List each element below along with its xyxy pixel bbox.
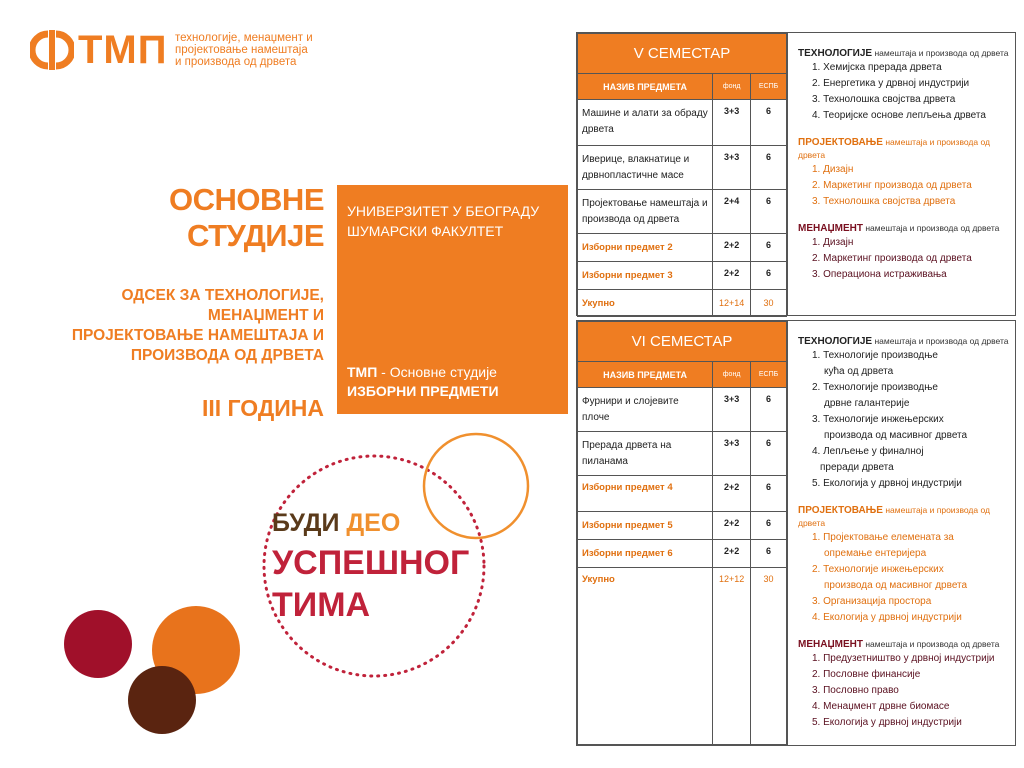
group-subheading: намештаја и производа од дрвета bbox=[798, 505, 990, 528]
group-heading: ТЕХНОЛОГИЈЕ bbox=[798, 336, 873, 347]
list-item: 3. Технолошка својства дрвета bbox=[812, 94, 956, 105]
list-item: 3. Технолошка својства дрвета bbox=[812, 196, 956, 207]
list-item: преради дрвета bbox=[820, 462, 894, 473]
elective-group-technology bbox=[798, 47, 1011, 124]
slogan-word: ДЕО bbox=[346, 509, 401, 537]
group-heading: МЕНАЏМЕНТ bbox=[798, 639, 863, 650]
page-title-line: СТУДИЈЕ bbox=[186, 218, 324, 253]
semester-6-panel bbox=[576, 320, 1016, 746]
course-espb: 6 bbox=[751, 540, 787, 568]
elective-name: Изборни предмет 2 bbox=[578, 234, 713, 262]
logo-tagline-line: и производа од дрвета bbox=[175, 56, 297, 68]
list-item: 1. Технологије производње bbox=[812, 350, 938, 361]
faculty-line: ШУМАРСКИ ФАКУЛТЕТ bbox=[347, 223, 504, 239]
course-espb: 6 bbox=[751, 190, 787, 234]
list-item: куħа од дрвета bbox=[824, 366, 894, 377]
course-name: Машине и алати за обраду дрвета bbox=[578, 100, 713, 146]
list-item: 2. Пословне финансије bbox=[812, 669, 921, 680]
table-row bbox=[578, 476, 787, 512]
list-item: 1. Дизајн bbox=[812, 237, 854, 248]
table-row bbox=[578, 100, 787, 146]
column-header-espb: ЕСПБ bbox=[751, 74, 787, 100]
logo-mark-icon bbox=[30, 28, 74, 72]
course-fond: 2+2 bbox=[713, 234, 751, 262]
course-name: Иверице, влакнатице и дрвнопластичне масе bbox=[578, 146, 713, 190]
list-item: 1. Пројектовање елемената за bbox=[812, 532, 954, 543]
table-row bbox=[578, 146, 787, 190]
elective-name: Изборни предмет 5 bbox=[578, 512, 713, 540]
list-item: 2. Маркетинг производа од дрвета bbox=[812, 180, 972, 191]
course-name: Пројектовање намештаја и производа од дрвета bbox=[578, 190, 713, 234]
total-label: Укупно bbox=[578, 290, 713, 317]
table-row bbox=[578, 540, 787, 568]
elective-options bbox=[787, 33, 1015, 315]
total-fond: 12+14 bbox=[713, 290, 751, 317]
column-header-name: НАЗИВ ПРЕДМЕТА bbox=[578, 74, 713, 100]
list-item: 1. Дизајн bbox=[812, 164, 854, 175]
course-espb: 6 bbox=[751, 100, 787, 146]
course-espb: 6 bbox=[751, 146, 787, 190]
list-item: 5. Екологија у дрвној индустрији bbox=[812, 717, 962, 728]
table-row bbox=[578, 432, 787, 476]
table-row bbox=[578, 234, 787, 262]
list-item: 2. Технологије производње bbox=[812, 382, 938, 393]
group-heading: ПРОЈЕКТОВАЊЕ bbox=[798, 505, 883, 516]
group-heading: ПРОЈЕКТОВАЊЕ bbox=[798, 137, 883, 148]
total-row bbox=[578, 568, 787, 745]
department-title bbox=[34, 286, 324, 366]
semester-title: V СЕМЕСТАР bbox=[578, 34, 787, 74]
course-fond: 3+3 bbox=[713, 146, 751, 190]
program-abbrev: ТМП bbox=[347, 364, 378, 380]
group-heading: МЕНАЏМЕНТ bbox=[798, 223, 863, 234]
list-item: 2. Технологије инжењерских bbox=[812, 564, 944, 575]
course-fond: 3+3 bbox=[713, 388, 751, 432]
program-level: - Основне студије bbox=[377, 364, 497, 380]
total-espb: 30 bbox=[751, 568, 787, 745]
list-item: 3. Технологије инжењерских bbox=[812, 414, 944, 425]
slogan bbox=[272, 505, 469, 625]
course-fond: 3+3 bbox=[713, 432, 751, 476]
course-name: Прерада дрвета на пиланама bbox=[578, 432, 713, 476]
course-espb: 6 bbox=[751, 262, 787, 290]
semester-5-table bbox=[577, 33, 787, 317]
group-heading: ТЕХНОЛОГИЈЕ bbox=[798, 48, 873, 59]
column-header-name: НАЗИВ ПРЕДМЕТА bbox=[578, 362, 713, 388]
group-subheading: намештаја и производа од дрвета bbox=[798, 137, 990, 160]
list-item: 1. Предузетништво у дрвној индустрији bbox=[812, 653, 995, 664]
list-item: производа од масивног дрвета bbox=[824, 430, 968, 441]
elective-group-management bbox=[798, 222, 1011, 283]
list-item: 3. Операциона истраживања bbox=[812, 269, 947, 280]
course-fond: 2+2 bbox=[713, 540, 751, 568]
red-circle bbox=[64, 610, 132, 678]
list-item: 1. Хемијска прерада дрвета bbox=[812, 62, 942, 73]
logo-name: ТМП bbox=[78, 28, 168, 72]
group-subheading: намештаја и производа од дрвета bbox=[872, 336, 1009, 346]
university-name bbox=[347, 201, 539, 241]
logo-tagline-line: пројектовање намештаја bbox=[175, 44, 308, 56]
list-item: опремање ентеријера bbox=[824, 548, 927, 559]
table-row bbox=[578, 388, 787, 432]
course-fond: 3+3 bbox=[713, 100, 751, 146]
department-title-line: ОДСЕК ЗА ТЕХНОЛОГИЈЕ, bbox=[121, 287, 324, 304]
list-item: 3. Организација простора bbox=[812, 596, 932, 607]
total-row bbox=[578, 290, 787, 317]
elective-options bbox=[787, 321, 1015, 745]
course-espb: 6 bbox=[751, 388, 787, 432]
list-item: 4. Екологија у дрвној индустрији bbox=[812, 612, 962, 623]
list-item: дрвне галантерије bbox=[824, 398, 910, 409]
logo-tagline bbox=[175, 32, 313, 68]
department-title-line: ПРОИЗВОДА ОД ДРВЕТА bbox=[130, 347, 324, 364]
elective-group-design bbox=[798, 504, 1011, 626]
department-title-line: ПРОЈЕКТОВАЊЕ НАМЕШТАЈА И bbox=[71, 327, 324, 344]
course-fond: 2+2 bbox=[713, 512, 751, 540]
course-espb: 6 bbox=[751, 476, 787, 512]
list-item: 4. Менаџмент дрвне биомасе bbox=[812, 701, 950, 712]
table-row bbox=[578, 512, 787, 540]
list-item: 2. Енергетика у дрвној индустрији bbox=[812, 78, 970, 89]
brown-circle bbox=[128, 666, 196, 734]
course-fond: 2+4 bbox=[713, 190, 751, 234]
course-name: Фурнири и слојевите плоче bbox=[578, 388, 713, 432]
tmp-logo bbox=[30, 28, 330, 78]
university-line: УНИВЕРЗИТЕТ У БЕОГРАДУ bbox=[347, 203, 540, 219]
course-espb: 6 bbox=[751, 234, 787, 262]
column-header-espb: ЕСПБ bbox=[751, 362, 787, 388]
logo-tagline-line: технологије, менаџмент и bbox=[175, 32, 313, 44]
elective-name: Изборни предмет 3 bbox=[578, 262, 713, 290]
university-box bbox=[337, 185, 568, 414]
group-subheading: намештаја и производа од дрвета bbox=[862, 639, 1000, 649]
slogan-word: УСПЕШНОГ bbox=[272, 544, 470, 582]
department-title-line: МЕНАЏМЕНТ И bbox=[207, 307, 324, 324]
table-row bbox=[578, 190, 787, 234]
course-fond: 2+2 bbox=[713, 476, 751, 512]
elective-name: Изборни предмет 4 bbox=[578, 476, 713, 512]
elective-name: Изборни предмет 6 bbox=[578, 540, 713, 568]
program-label bbox=[347, 363, 499, 401]
elective-group-technology bbox=[798, 335, 1011, 492]
total-fond: 12+12 bbox=[713, 568, 751, 745]
column-header-fond: фонд bbox=[713, 74, 751, 100]
list-item: 4. Лепљење у финалној bbox=[812, 446, 924, 457]
slogan-word: ТИМА bbox=[272, 586, 371, 624]
elective-group-management bbox=[798, 638, 1011, 731]
slogan-word: БУДИ bbox=[272, 509, 347, 537]
list-item: производа од масивног дрвета bbox=[824, 580, 968, 591]
semester-title: VI СЕМЕСТАР bbox=[578, 322, 787, 362]
semester-5-panel bbox=[576, 32, 1016, 316]
group-subheading: намештаја и производа од дрвета bbox=[872, 48, 1009, 58]
page-title-line: ОСНОВНЕ bbox=[169, 182, 324, 217]
total-label: Укупно bbox=[578, 568, 713, 745]
year-title: III ГОДИНА bbox=[201, 395, 324, 421]
elective-group-design bbox=[798, 136, 1011, 210]
electives-label: ИЗБОРНИ ПРЕДМЕТИ bbox=[347, 383, 499, 399]
list-item: 3. Пословно право bbox=[812, 685, 899, 696]
group-subheading: намештаја и производа од дрвета bbox=[862, 223, 1000, 233]
page-title bbox=[169, 182, 324, 254]
column-header-fond: фонд bbox=[713, 362, 751, 388]
course-espb: 6 bbox=[751, 432, 787, 476]
total-espb: 30 bbox=[751, 290, 787, 317]
list-item: 4. Теоријске основе лепљења дрвета bbox=[812, 110, 986, 121]
course-fond: 2+2 bbox=[713, 262, 751, 290]
list-item: 5. Екологија у дрвној индустрији bbox=[812, 478, 962, 489]
semester-6-table bbox=[577, 321, 787, 745]
table-row bbox=[578, 262, 787, 290]
list-item: 2. Маркетинг производа од дрвета bbox=[812, 253, 972, 264]
course-espb: 6 bbox=[751, 512, 787, 540]
